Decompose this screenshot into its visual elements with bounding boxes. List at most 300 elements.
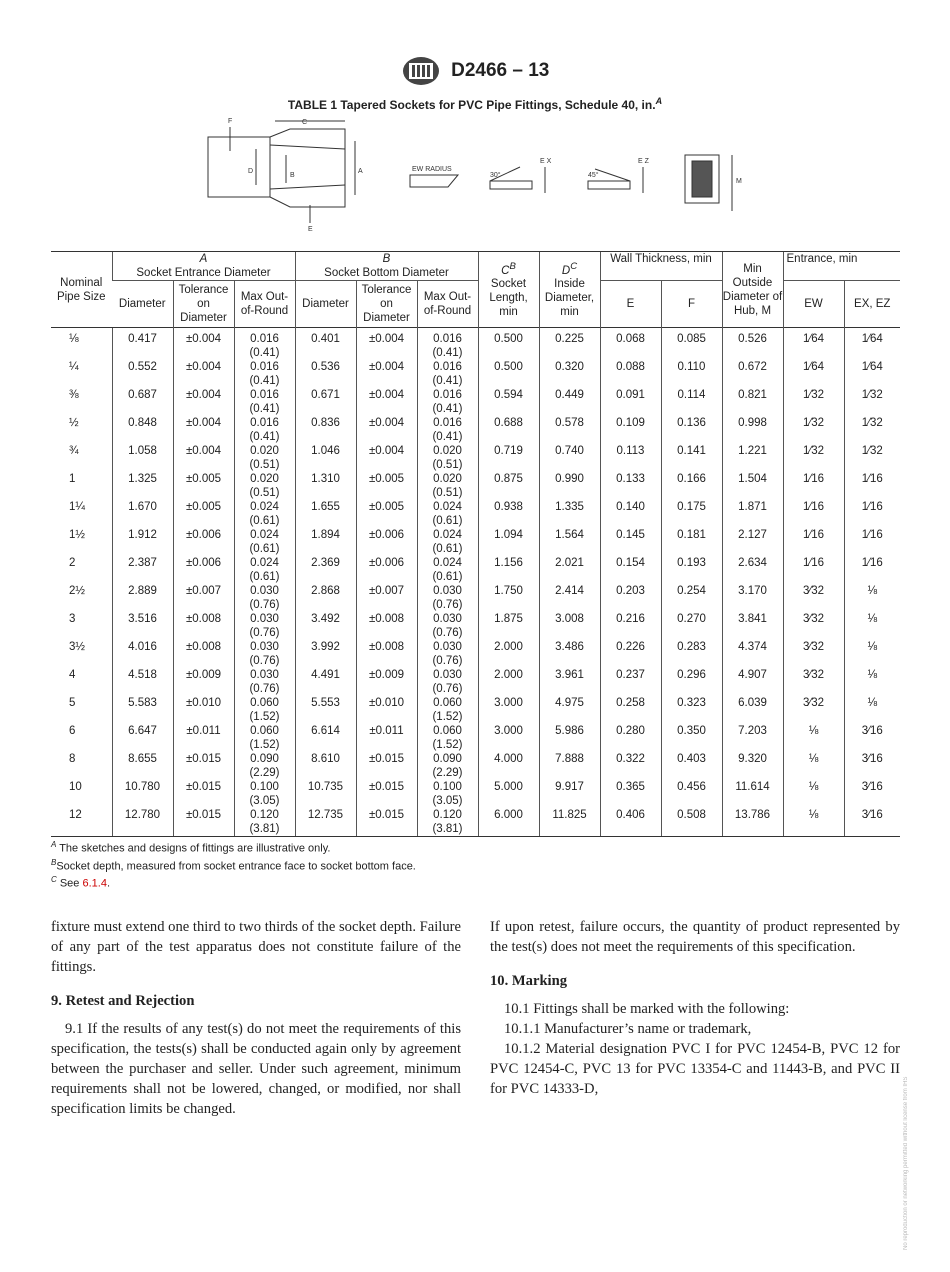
cell-c: 4.000 (478, 752, 539, 780)
cell-ex: 1⁄32 (844, 444, 900, 472)
cell-size: ¾ (69, 445, 79, 457)
body-left-column (51, 917, 461, 1119)
cell-ex: 3⁄16 (844, 780, 900, 808)
table-row (51, 556, 900, 584)
sketch-label-d: D (248, 168, 254, 175)
cell-c: 0.500 (478, 328, 539, 361)
cell-d: 0.990 (539, 472, 600, 500)
cell-e: 0.280 (600, 724, 661, 752)
cell-b-tol: ±0.015 (356, 752, 417, 780)
cell-size: 10 (69, 781, 82, 793)
footnote-b: $^B$Socket depth, measured from socket entrance face to socket bottom face. (51, 857, 416, 873)
cell-a-max-oor: 0.016 (0.41) (234, 388, 295, 416)
cell-a-tol: ±0.005 (173, 472, 234, 500)
cell-f: 0.110 (661, 360, 722, 388)
cell-m: 0.998 (722, 416, 783, 444)
cell-d: 0.740 (539, 444, 600, 472)
cell-b-max-oor: 0.120 (3.81) (417, 808, 478, 837)
cell-e: 0.322 (600, 752, 661, 780)
cell-ew: 1⁄16 (783, 500, 844, 528)
cell-d: 3.486 (539, 640, 600, 668)
header-group-a: A Socket Entrance Diameter (112, 252, 295, 281)
cell-b-dia: 4.491 (295, 668, 356, 696)
cell-ew: 1⁄16 (783, 556, 844, 584)
sketch-label-ex: E X (540, 158, 552, 165)
cell-a-dia: 1.325 (112, 472, 173, 500)
cell-e: 0.216 (600, 612, 661, 640)
cell-c: 1.156 (478, 556, 539, 584)
cell-ew: 3⁄32 (783, 640, 844, 668)
header-e: E (600, 281, 661, 328)
table-row (51, 668, 900, 696)
cell-size: ¼ (69, 361, 79, 373)
cell-ex: ⅛ (844, 668, 900, 696)
cell-size: 6 (69, 725, 76, 737)
table-row (51, 752, 900, 780)
paragraph-10-1-1: 10.1.1 Manufacturer’s name or trademark, (504, 1021, 752, 1037)
cell-c: 5.000 (478, 780, 539, 808)
cell-f: 0.136 (661, 416, 722, 444)
paragraph-10-1: 10.1 Fittings shall be marked with the following: (504, 1001, 790, 1017)
section-9-heading: 9. Retest and Rejection (51, 993, 195, 1009)
cell-f: 0.323 (661, 696, 722, 724)
cell-d: 2.021 (539, 556, 600, 584)
cell-m: 9.320 (722, 752, 783, 780)
cell-b-tol: ±0.004 (356, 388, 417, 416)
cell-size: 3½ (69, 641, 85, 653)
cell-ex: 1⁄16 (844, 472, 900, 500)
table-title: TABLE 1 Tapered Sockets for PVC Pipe Fittings, Schedule 40, in.$^A$ (287, 96, 663, 112)
sketch-label-m: M (736, 178, 742, 185)
cell-m: 6.039 (722, 696, 783, 724)
cell-b-tol: ±0.006 (356, 556, 417, 584)
sketch-label-c: C (302, 119, 308, 126)
cell-ew: 3⁄32 (783, 668, 844, 696)
cell-size: 3 (69, 613, 76, 625)
cell-c: 0.594 (478, 388, 539, 416)
sketch-label-b: B (290, 172, 295, 179)
cell-size: ⅜ (69, 389, 79, 401)
cell-a-tol: ±0.010 (173, 696, 234, 724)
cell-size: 4 (69, 669, 76, 681)
cell-a-dia: 2.387 (112, 556, 173, 584)
sketch-label-30: 30° (490, 172, 501, 179)
section-link-6-1-4[interactable]: 6.1.4 (82, 877, 107, 890)
footnote-a: $^A$ The sketches and designs of fittings are illustrative only. (51, 840, 331, 855)
cell-e: 0.091 (600, 388, 661, 416)
table-row (51, 808, 900, 837)
cell-d: 7.888 (539, 752, 600, 780)
header-b-max-oor: Max Out-of-Round (417, 281, 478, 328)
cell-ex: 1⁄64 (844, 328, 900, 361)
cell-b-max-oor: 0.020 (0.51) (417, 472, 478, 500)
table-row (51, 696, 900, 724)
cell-a-tol: ±0.004 (173, 328, 234, 361)
cell-b-tol: ±0.004 (356, 444, 417, 472)
cell-a-dia: 1.670 (112, 500, 173, 528)
cell-e: 0.088 (600, 360, 661, 388)
cell-b-max-oor: 0.016 (0.41) (417, 360, 478, 388)
cell-b-tol: ±0.015 (356, 808, 417, 837)
header-entrance: Entrance, min (783, 252, 900, 281)
cell-a-max-oor: 0.030 (0.76) (234, 668, 295, 696)
cell-m: 0.672 (722, 360, 783, 388)
table-footnotes (51, 838, 416, 891)
cell-c: 2.000 (478, 640, 539, 668)
cell-b-max-oor: 0.020 (0.51) (417, 444, 478, 472)
cell-m: 1.504 (722, 472, 783, 500)
cell-m: 4.374 (722, 640, 783, 668)
cell-b-tol: ±0.005 (356, 500, 417, 528)
cell-size: 1¼ (69, 501, 85, 513)
cell-b-dia: 1.655 (295, 500, 356, 528)
table-row (51, 360, 900, 388)
header-a-max-oor: Max Out-of-Round (234, 281, 295, 328)
cell-a-dia: 6.647 (112, 724, 173, 752)
table-body (51, 328, 900, 837)
cell-b-max-oor: 0.060 (1.52) (417, 724, 478, 752)
sketch-label-e: E (308, 226, 313, 233)
cell-m: 13.786 (722, 808, 783, 837)
cell-ex: ⅛ (844, 640, 900, 668)
cell-e: 0.154 (600, 556, 661, 584)
cell-e: 0.406 (600, 808, 661, 837)
cell-f: 0.181 (661, 528, 722, 556)
cell-a-tol: ±0.006 (173, 528, 234, 556)
table-row (51, 640, 900, 668)
cell-d: 0.320 (539, 360, 600, 388)
table-row (51, 584, 900, 612)
cell-c: 1.094 (478, 528, 539, 556)
cell-a-max-oor: 0.016 (0.41) (234, 328, 295, 361)
cell-a-max-oor: 0.020 (0.51) (234, 444, 295, 472)
header-wall-thickness: Wall Thickness, min (600, 252, 722, 281)
cell-b-max-oor: 0.016 (0.41) (417, 388, 478, 416)
cell-e: 0.068 (600, 328, 661, 361)
cell-a-dia: 1.912 (112, 528, 173, 556)
cell-b-tol: ±0.011 (356, 724, 417, 752)
cell-a-tol: ±0.007 (173, 584, 234, 612)
astm-logo-icon (401, 55, 441, 87)
cell-size: 8 (69, 753, 76, 765)
section-10-heading: 10. Marking (490, 973, 568, 989)
cell-a-dia: 8.655 (112, 752, 173, 780)
document-id: D2466 – 13 (451, 60, 550, 81)
header-ex-ez: EX, EZ (844, 281, 900, 328)
header-b-tolerance: Tolerance on Diameter (356, 281, 417, 328)
cell-c: 0.688 (478, 416, 539, 444)
cell-m: 11.614 (722, 780, 783, 808)
cell-a-tol: ±0.015 (173, 780, 234, 808)
cell-b-dia: 0.401 (295, 328, 356, 361)
cell-ex: 1⁄32 (844, 416, 900, 444)
cell-b-tol: ±0.006 (356, 528, 417, 556)
cell-m: 1.871 (722, 500, 783, 528)
cell-m: 3.841 (722, 612, 783, 640)
cell-size: ⅛ (51, 328, 112, 361)
header-socket-length: $C^B$ Socket Length, min (478, 252, 539, 328)
cell-f: 0.193 (661, 556, 722, 584)
table-row (51, 724, 900, 752)
cell-f: 0.283 (661, 640, 722, 668)
footnote-c: $^C$ See 6.1.4. (51, 875, 111, 890)
cell-b-tol: ±0.010 (356, 696, 417, 724)
cell-ew: ⅛ (783, 808, 844, 837)
cell-c: 1.875 (478, 612, 539, 640)
cell-a-max-oor: 0.090 (2.29) (234, 752, 295, 780)
cell-ew: 1⁄64 (783, 360, 844, 388)
cell-m: 2.127 (722, 528, 783, 556)
table-row (51, 780, 900, 808)
cell-d: 2.414 (539, 584, 600, 612)
cell-f: 0.141 (661, 444, 722, 472)
cell-size: 2½ (69, 585, 85, 597)
cell-a-dia: 0.687 (112, 388, 173, 416)
cell-f: 0.270 (661, 612, 722, 640)
cell-e: 0.133 (600, 472, 661, 500)
cell-ex: ⅛ (844, 612, 900, 640)
cell-d: 3.961 (539, 668, 600, 696)
cell-ex: 3⁄16 (844, 752, 900, 780)
cell-a-dia: 4.518 (112, 668, 173, 696)
cell-size: 12 (51, 808, 112, 837)
header-f: F (661, 281, 722, 328)
cell-b-tol: ±0.004 (356, 416, 417, 444)
cell-a-max-oor: 0.100 (3.05) (234, 780, 295, 808)
cell-c: 0.500 (478, 360, 539, 388)
cell-c: 1.750 (478, 584, 539, 612)
cell-a-max-oor: 0.024 (0.61) (234, 556, 295, 584)
cell-ew: 1⁄16 (783, 528, 844, 556)
paragraph-continuation: fixture must extend one third to two thirds of the socket depth. Failure of any part of the test apparatus does not constitute failure of the fittings. (51, 919, 461, 975)
cell-a-tol: ±0.005 (173, 500, 234, 528)
cell-size: 1 (69, 473, 76, 485)
header-b-diameter: Diameter (295, 281, 356, 328)
cell-a-max-oor: 0.016 (0.41) (234, 416, 295, 444)
cell-a-tol: ±0.011 (173, 724, 234, 752)
cell-ew: 1⁄32 (783, 416, 844, 444)
cell-b-dia: 2.868 (295, 584, 356, 612)
cell-ex: 1⁄64 (844, 360, 900, 388)
cell-b-dia: 0.671 (295, 388, 356, 416)
cell-e: 0.237 (600, 668, 661, 696)
sketch-label-f: F (228, 118, 233, 125)
table-row (51, 416, 900, 444)
cell-e: 0.145 (600, 528, 661, 556)
cell-a-dia: 0.417 (112, 328, 173, 361)
cell-d: 0.449 (539, 388, 600, 416)
header-outside-diameter-hub: Min Outside Diameter of Hub, M (722, 252, 783, 328)
cell-ex: ⅛ (844, 584, 900, 612)
license-watermark: No reproduction or networking permitted without license from IHS (903, 1076, 909, 1250)
cell-m: 7.203 (722, 724, 783, 752)
cell-c: 3.000 (478, 724, 539, 752)
cell-a-tol: ±0.008 (173, 612, 234, 640)
cell-d: 4.975 (539, 696, 600, 724)
cell-d: 1.335 (539, 500, 600, 528)
cell-a-max-oor: 0.120 (3.81) (234, 808, 295, 837)
cell-d: 3.008 (539, 612, 600, 640)
page-header (0, 55, 950, 87)
cell-a-max-oor: 0.060 (1.52) (234, 696, 295, 724)
cell-d: 11.825 (539, 808, 600, 837)
cell-a-tol: ±0.004 (173, 444, 234, 472)
cell-ex: 1⁄16 (844, 500, 900, 528)
cell-d: 5.986 (539, 724, 600, 752)
cell-b-dia: 8.610 (295, 752, 356, 780)
sketch-label-ez: E Z (638, 158, 649, 165)
cell-f: 0.456 (661, 780, 722, 808)
cell-e: 0.258 (600, 696, 661, 724)
cell-b-dia: 0.536 (295, 360, 356, 388)
cell-b-dia: 1.310 (295, 472, 356, 500)
cell-m: 0.821 (722, 388, 783, 416)
cell-ew: 1⁄16 (783, 472, 844, 500)
cell-ew: 1⁄32 (783, 388, 844, 416)
cell-m: 0.526 (722, 328, 783, 361)
cell-f: 0.403 (661, 752, 722, 780)
cell-b-max-oor: 0.030 (0.76) (417, 668, 478, 696)
cell-b-tol: ±0.004 (356, 360, 417, 388)
cell-f: 0.508 (661, 808, 722, 837)
cell-f: 0.166 (661, 472, 722, 500)
cell-e: 0.113 (600, 444, 661, 472)
cell-c: 3.000 (478, 696, 539, 724)
cell-b-max-oor: 0.024 (0.61) (417, 556, 478, 584)
cell-a-dia: 12.780 (112, 808, 173, 837)
cell-ex: 3⁄16 (844, 808, 900, 837)
cell-a-max-oor: 0.030 (0.76) (234, 612, 295, 640)
cell-b-tol: ±0.009 (356, 668, 417, 696)
cell-a-dia: 5.583 (112, 696, 173, 724)
cell-a-tol: ±0.015 (173, 808, 234, 837)
cell-a-tol: ±0.009 (173, 668, 234, 696)
cell-ew: 3⁄32 (783, 696, 844, 724)
cell-e: 0.226 (600, 640, 661, 668)
table-row (51, 612, 900, 640)
cell-d: 0.225 (539, 328, 600, 361)
cell-b-max-oor: 0.024 (0.61) (417, 500, 478, 528)
cell-ex: 1⁄16 (844, 528, 900, 556)
cell-b-dia: 12.735 (295, 808, 356, 837)
cell-m: 2.634 (722, 556, 783, 584)
cell-b-tol: ±0.015 (356, 780, 417, 808)
cell-a-tol: ±0.004 (173, 360, 234, 388)
cell-a-dia: 3.516 (112, 612, 173, 640)
cell-e: 0.365 (600, 780, 661, 808)
cell-ew: 3⁄32 (783, 612, 844, 640)
cell-d: 0.578 (539, 416, 600, 444)
paragraph-9-1: 9.1 If the results of any test(s) do not meet the requirements of this specification, the tests(s) shall be conducted again only by agreement between the purchaser and seller. Under such agreement, minimum requirements shall not be lowered, changed, or modified, nor shall specification limits be changed. (51, 1021, 461, 1117)
cell-a-max-oor: 0.020 (0.51) (234, 472, 295, 500)
cell-a-tol: ±0.004 (173, 416, 234, 444)
header-inside-diameter: $D^C$ Inside Diameter, min (539, 252, 600, 328)
table-row (51, 528, 900, 556)
header-group-b: B Socket Bottom Diameter (295, 252, 478, 281)
cell-b-dia: 5.553 (295, 696, 356, 724)
cell-a-dia: 4.016 (112, 640, 173, 668)
cell-m: 1.221 (722, 444, 783, 472)
cell-size: ½ (69, 417, 79, 429)
cell-b-dia: 1.046 (295, 444, 356, 472)
cell-ex: ⅛ (844, 696, 900, 724)
cell-f: 0.175 (661, 500, 722, 528)
title-footnote-mark: A (655, 96, 663, 106)
cell-ex: 1⁄16 (844, 556, 900, 584)
cell-d: 9.917 (539, 780, 600, 808)
cell-a-max-oor: 0.030 (0.76) (234, 584, 295, 612)
header-a-tolerance: Tolerance on Diameter (173, 281, 234, 328)
paragraph-retest: If upon retest, failure occurs, the quantity of product represented by the test(s) does not meet the requirements of this specification. (490, 919, 900, 955)
cell-b-tol: ±0.008 (356, 640, 417, 668)
cell-a-max-oor: 0.024 (0.61) (234, 500, 295, 528)
cell-m: 3.170 (722, 584, 783, 612)
cell-f: 0.296 (661, 668, 722, 696)
cell-size: 1½ (69, 529, 85, 541)
cell-b-max-oor: 0.090 (2.29) (417, 752, 478, 780)
sketch-label-a: A (358, 168, 363, 175)
cell-ew: ⅛ (783, 724, 844, 752)
cell-b-max-oor: 0.030 (0.76) (417, 640, 478, 668)
cell-f: 0.085 (661, 328, 722, 361)
cell-d: 1.564 (539, 528, 600, 556)
cell-a-max-oor: 0.060 (1.52) (234, 724, 295, 752)
sketch-label-45: 45° (588, 172, 599, 179)
cell-ew: 1⁄32 (783, 444, 844, 472)
header-nominal-pipe-size: Nominal Pipe Size (51, 252, 112, 328)
cell-b-dia: 3.492 (295, 612, 356, 640)
cell-f: 0.350 (661, 724, 722, 752)
cell-f: 0.114 (661, 388, 722, 416)
table-row (51, 388, 900, 416)
cell-b-dia: 2.369 (295, 556, 356, 584)
cell-e: 0.203 (600, 584, 661, 612)
table-row (51, 328, 900, 361)
cell-ex: 1⁄32 (844, 388, 900, 416)
header-ew: EW (783, 281, 844, 328)
cell-b-max-oor: 0.016 (0.41) (417, 328, 478, 361)
table-row (51, 500, 900, 528)
cell-e: 0.140 (600, 500, 661, 528)
tapered-sockets-table (51, 251, 900, 837)
cell-a-tol: ±0.008 (173, 640, 234, 668)
cell-b-tol: ±0.004 (356, 328, 417, 361)
cell-c: 2.000 (478, 668, 539, 696)
header-a-diameter: Diameter (112, 281, 173, 328)
cell-b-max-oor: 0.024 (0.61) (417, 528, 478, 556)
cell-a-tol: ±0.015 (173, 752, 234, 780)
paragraph-10-1-2: 10.1.2 Material designation PVC I for PVC 12454-B, PVC 12 for PVC 12454-C, PVC 13 for PVC 13354-C and 11443-B, and PVC II for PVC 14333-D, (490, 1041, 900, 1097)
cell-b-dia: 10.735 (295, 780, 356, 808)
cell-a-max-oor: 0.016 (0.41) (234, 360, 295, 388)
cell-b-dia: 3.992 (295, 640, 356, 668)
cell-ew: ⅛ (783, 780, 844, 808)
cell-ex: 3⁄16 (844, 724, 900, 752)
body-right-column (490, 917, 900, 1099)
cell-a-dia: 0.848 (112, 416, 173, 444)
cell-b-max-oor: 0.030 (0.76) (417, 612, 478, 640)
cell-size: 2 (69, 557, 76, 569)
table-row (51, 444, 900, 472)
cell-a-tol: ±0.006 (173, 556, 234, 584)
cell-e: 0.109 (600, 416, 661, 444)
cell-c: 0.719 (478, 444, 539, 472)
cell-b-max-oor: 0.060 (1.52) (417, 696, 478, 724)
cell-ew: ⅛ (783, 752, 844, 780)
cell-a-dia: 2.889 (112, 584, 173, 612)
cell-c: 0.938 (478, 500, 539, 528)
cell-b-dia: 1.894 (295, 528, 356, 556)
